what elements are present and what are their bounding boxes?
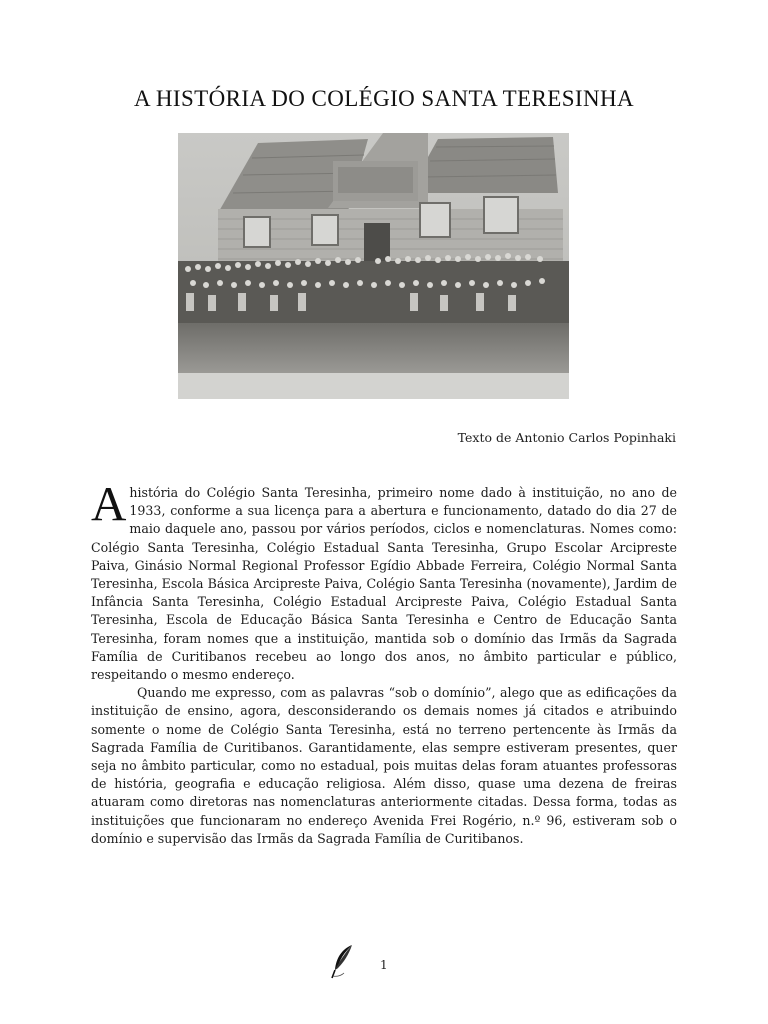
article-body — [91, 476, 677, 848]
paragraph-1 — [91, 476, 677, 684]
document-title: A HISTÓRIA DO COLÉGIO SANTA TERESINHA — [133, 86, 634, 111]
drop-cap: A — [91, 476, 127, 531]
author-credit: Texto de Antonio Carlos Popinhaki — [457, 430, 676, 445]
historic-school-group-photo — [178, 133, 569, 399]
quill-feather-icon — [330, 944, 356, 980]
paragraph-1-text: história do Colégio Santa Teresinha, primeiro nome dado à instituição, no ano de 1933, conforme a sua licença para a abertura e funcionamento, datado do dia 27 de maio daquele ano, passou por vários períodos, ciclos e nomenclaturas. Nomes como: Colégio Santa Teresinha, Colégio Estadual Santa Teresinha, Grupo Escolar Arcipreste Paiva, Ginásio Normal Regional Professor Egídio Abbade Ferreira, Colégio Normal Santa Teresinha, Escola Básica Arcipreste Paiva, Colégio Santa Teresinha (novamente), Jardim de Infância Santa Teresinha, Colégio Estadual Arcipreste Paiva, Colégio Estadual Santa Teresinha, Escola de Educação Básica Santa Teresinha e Centro de Educação Santa Teresinha, foram nomes que a instituição, mantida sob o domínio das Irmãs da Sagrada Família de Curitibanos recebeu ao longo dos anos, no âmbito particular e público, respeitando o mesmo endereço. — [91, 485, 677, 683]
page-number: 1 — [380, 958, 388, 972]
paragraph-2: Quando me expresso, com as palavras “sob o domínio”, alego que as edificações da instituição de ensino, agora, desconsiderando os demais nomes já citados e atribuindo somente o nome de Colégio Santa Teresinha, está no terreno pertencente às Irmãs da Sagrada Família de Curitibanos. Garantidamente, elas sempre estiveram presentes, quer seja no âmbito particular, como no estadual, pois muitas delas foram atuantes professoras de história, geografia e educação religiosa. Além disso, quase uma dezena de freiras atuaram como diretoras nas nomenclaturas anteriormente citadas. Dessa forma, todas as instituições que funcionaram no endereço Avenida Frei Rogério, n.º 96, estiveram sob o domínio e supervisão das Irmãs da Sagrada Família de Curitibanos. — [91, 685, 677, 846]
